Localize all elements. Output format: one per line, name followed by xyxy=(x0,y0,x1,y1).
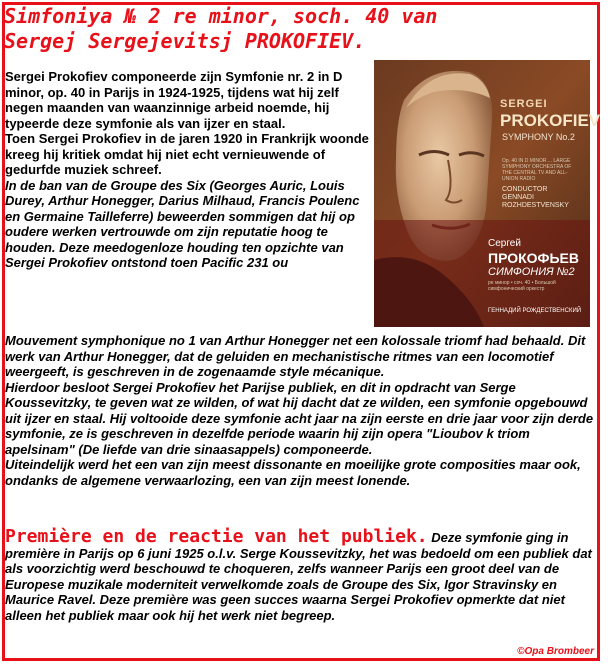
cover-ru-small: ре минор • соч. 40 • Большой симфонический оркестр xyxy=(488,280,556,292)
cover-ru-conductor: ГЕННАДИЙ РОЖДЕСТВЕНСКИЙ xyxy=(488,308,582,314)
cover-composer-first: SERGEI xyxy=(500,98,548,110)
cover-conductor-name: GENNADI ROZHDESTVENSKY xyxy=(502,194,569,209)
paragraph-5: Hierdoor besloot Sergei Prokofiev het Parijse publiek, en dit in opdracht van Serge Koussevitzky, te geven wat ze wilden, of wat hij dacht dat ze wilden, een symfonie opgebouwd uit ijzer en staal. Hij voltooide deze symfonie acht jaar na zijn eerste en drie jaar voor zijn derde symfonie, ze is geschreven in dezelfde periode waarin hij zijn opera "Lioubov k triom apelsinam" (De liefde van drie sinaasappels) componeerde. xyxy=(5,379,594,457)
premiere-section xyxy=(5,526,597,623)
cover-small-text: Op. 40 IN D MINOR ... LARGE SYMPHONY ORCHESTRA OF THE CENTRAL TV AND ALL-UNION RADIO xyxy=(502,158,572,182)
main-text xyxy=(5,333,597,488)
section-heading: Première en de reactie van het publiek. xyxy=(5,526,428,547)
paragraph-4: Mouvement symphonique no 1 van Arthur Honegger net een kolossale triomf had behaald. Dit werk van Arthur Honegger, dat de geluiden en mechanistische ritmes van een locomotief weergeeft, is geschreven in de zogenaamde style mécanique. xyxy=(5,333,586,379)
album-cover-image xyxy=(374,60,601,327)
cover-work-title: SYMPHONY No.2 xyxy=(502,132,575,142)
copyright-credit: ©Opa Brombeer xyxy=(517,646,594,657)
cover-conductor-label: CONDUCTOR xyxy=(502,186,548,193)
cover-ru-last: ПРОКОФЬЕВ xyxy=(488,250,579,266)
intro-text xyxy=(5,69,369,271)
paragraph-3: In de ban van de Groupe des Six (Georges Auric, Louis Durey, Arthur Honegger, Darius Milhaud, Francis Poulenc en Germaine Tailleferre) beweerden sommigen dat hij op oudere werken vertrouwde om zijn reputatie hoog te houden. Deze meedogenloze houding ten opzichte van Sergei Prokofiev ontstond toen Pacific 231 ou xyxy=(5,177,360,270)
paragraph-1: Sergei Prokofiev componeerde zijn Symfonie nr. 2 in D minor, op. 40 in Parijs in 1924-1925, tijdens wat hij zelf negen maanden van waanzinnige arbeid noemde, hij typeerde deze symfonie als van ijzer en staal. xyxy=(5,69,343,131)
title-line-1: Simfoniya № 2 re minor, soch. 40 van xyxy=(4,4,438,28)
cover-ru-work: СИМФОНИЯ №2 xyxy=(488,266,575,278)
paragraph-2: Toen Sergei Prokofiev in de jaren 1920 in Frankrijk woonde kreeg hij kritiek omdat hij niet echt vernieuwende of gedurfde muziek schreef. xyxy=(5,131,369,177)
cover-conductor xyxy=(502,186,590,210)
title-line-2: Sergej Sergejevitsj PROKOFIEV. xyxy=(4,29,366,53)
cover-composer-last: PROKOFIEV xyxy=(500,111,601,130)
page-title xyxy=(4,4,437,54)
paragraph-6: Uiteindelijk werd het een van zijn meest dissonante en moeilijke grote composities maar ook, ondanks de algemene verwaarlozing, een van zijn meest lonende. xyxy=(5,457,581,488)
section-text: Deze symfonie ging in première in Parijs op 6 juni 1925 o.l.v. Serge Koussevitzky, het was bedoeld om een publiek dat als voorzichtig werd beschouwd te choqueren, zelfs wanneer Parijs een groot deel van de Europese muzikale moderniteit verwelkomde zoals de Groupe des Six, Igor Stravinsky en Maurice Ravel. Deze première was geen succes waarna Sergei Prokofiev opmerkte dat niet alleen het publiek maar ook hij het werk niet begreep. xyxy=(5,530,592,623)
cover-ru-first: Сергей xyxy=(488,238,521,249)
